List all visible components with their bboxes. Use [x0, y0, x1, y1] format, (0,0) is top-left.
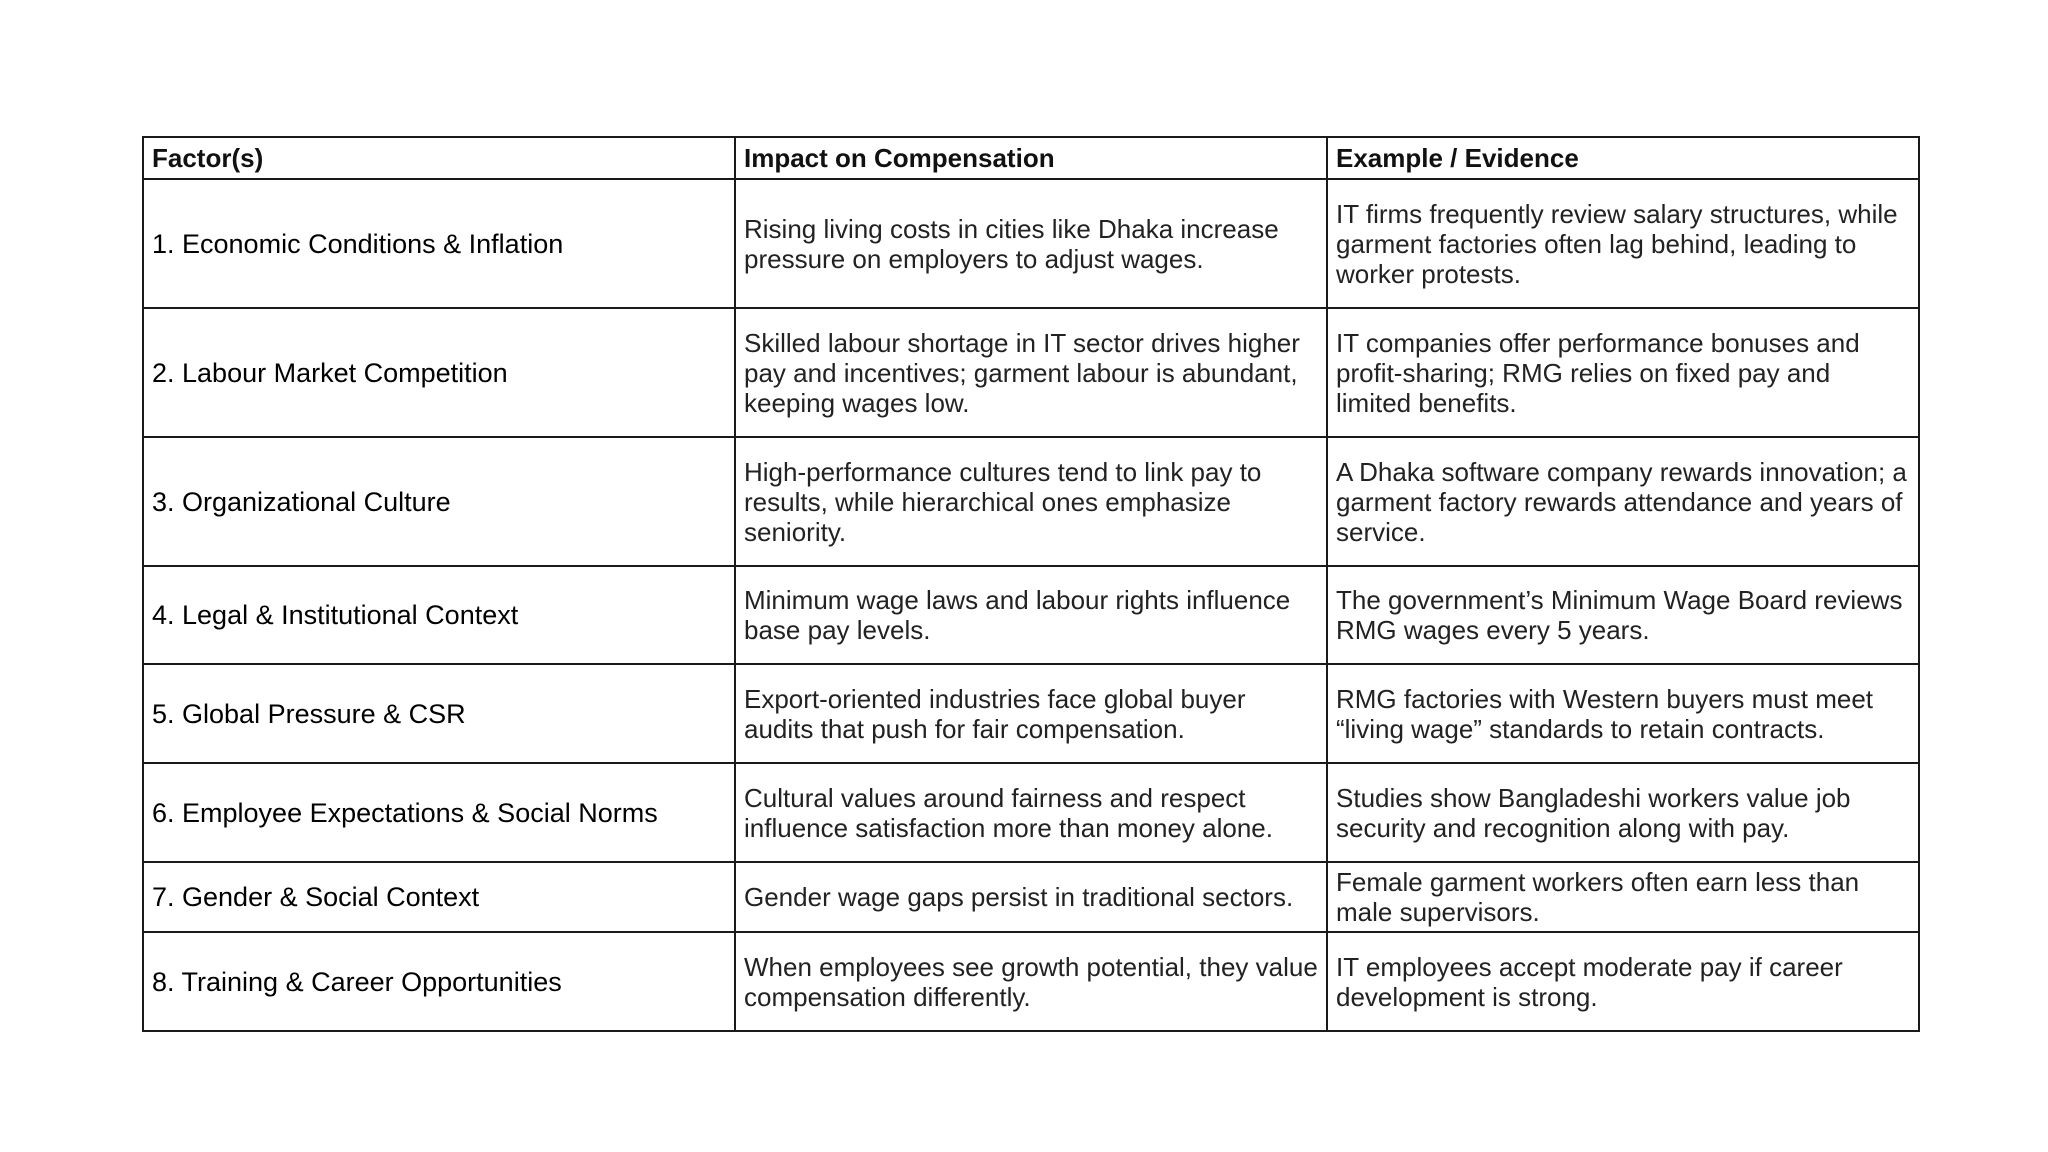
factor-cell: 4. Legal & Institutional Context — [143, 566, 735, 664]
table-row — [143, 862, 1919, 932]
table-row — [143, 566, 1919, 664]
example-cell: IT firms frequently review salary structures, while garment factories often lag behind, leading to worker protests. — [1327, 179, 1919, 308]
impact-cell: High-performance cultures tend to link pay to results, while hierarchical ones emphasize seniority. — [735, 437, 1327, 566]
table-row — [143, 179, 1919, 308]
table-row — [143, 664, 1919, 763]
impact-cell: Minimum wage laws and labour rights influence base pay levels. — [735, 566, 1327, 664]
example-cell: IT companies offer performance bonuses and profit-sharing; RMG relies on fixed pay and limited benefits. — [1327, 308, 1919, 437]
example-cell: Studies show Bangladeshi workers value job security and recognition along with pay. — [1327, 763, 1919, 862]
example-cell: A Dhaka software company rewards innovation; a garment factory rewards attendance and years of service. — [1327, 437, 1919, 566]
header-factors: Factor(s) — [143, 137, 735, 179]
factor-cell: 1. Economic Conditions & Inflation — [143, 179, 735, 308]
table-row — [143, 763, 1919, 862]
impact-cell: Cultural values around fairness and respect influence satisfaction more than money alone. — [735, 763, 1327, 862]
compensation-factors-table — [142, 136, 1920, 1032]
table-row — [143, 932, 1919, 1031]
impact-cell: Export-oriented industries face global buyer audits that push for fair compensation. — [735, 664, 1327, 763]
factor-cell: 3. Organizational Culture — [143, 437, 735, 566]
factor-cell: 8. Training & Career Opportunities — [143, 932, 735, 1031]
table-header-row — [143, 137, 1919, 179]
example-cell: RMG factories with Western buyers must meet “living wage” standards to retain contracts. — [1327, 664, 1919, 763]
factor-cell: 5. Global Pressure & CSR — [143, 664, 735, 763]
table-row — [143, 308, 1919, 437]
example-cell: Female garment workers often earn less than male supervisors. — [1327, 862, 1919, 932]
impact-cell: Skilled labour shortage in IT sector drives higher pay and incentives; garment labour is abundant, keeping wages low. — [735, 308, 1327, 437]
impact-cell: Rising living costs in cities like Dhaka increase pressure on employers to adjust wages. — [735, 179, 1327, 308]
factor-cell: 6. Employee Expectations & Social Norms — [143, 763, 735, 862]
table-row — [143, 437, 1919, 566]
factor-cell: 2. Labour Market Competition — [143, 308, 735, 437]
example-cell: The government’s Minimum Wage Board reviews RMG wages every 5 years. — [1327, 566, 1919, 664]
header-impact: Impact on Compensation — [735, 137, 1327, 179]
impact-cell: When employees see growth potential, they value compensation differently. — [735, 932, 1327, 1031]
factor-cell: 7. Gender & Social Context — [143, 862, 735, 932]
impact-cell: Gender wage gaps persist in traditional sectors. — [735, 862, 1327, 932]
header-example: Example / Evidence — [1327, 137, 1919, 179]
example-cell: IT employees accept moderate pay if career development is strong. — [1327, 932, 1919, 1031]
